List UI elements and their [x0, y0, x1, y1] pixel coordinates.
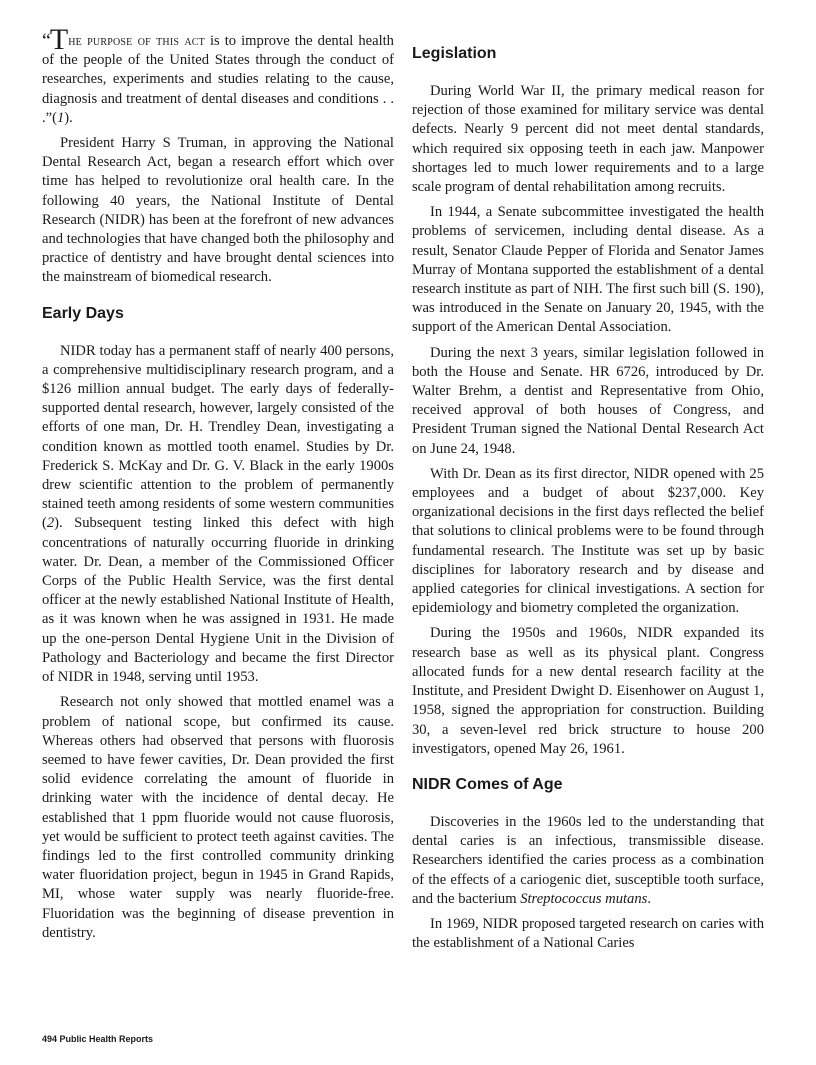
heading-legislation: Legislation	[412, 45, 497, 62]
early-days-paragraph	[42, 342, 394, 688]
truman-paragraph: President Harry S Truman, in approving the National Dental Research Act, began a research effort which over time has helped to revolutionize oral health care. In the following 40 years, the National Institute of Dental Research (NIDR) has been at the forefront of new advances and technologies that have changed both the philosophy and practice of dentistry and have brought dental sciences into the mainstream of biomedical research.	[42, 135, 394, 286]
research-paragraph: Research not only showed that mottled enamel was a problem of national scope, but confirmed its cause. Whereas others had observed that persons with fluorosis seemed to have fewer cavities, Dr. Dean provided the first solid evidence correlating the amount of fluoride in drinking water with the incidence of dental decay. He established that 1 ppm fluoride would not cause fluorosis, yet would be sufficient to protect teeth against cavities. The findings led to the first controlled community drinking water fluoridation project, begun in 1945 in Grand Rapids, MI, whose water supply was nearly fluoride-free. Fluoridation was the beginning of disease prevention in dentistry.	[42, 694, 394, 941]
ref-2: 2	[46, 515, 55, 532]
intro-text-end: ).	[64, 109, 73, 126]
quote-open-mark: “	[42, 30, 50, 52]
1960s-text-b: .	[647, 890, 651, 907]
bacterium-name: Streptococcus mutans	[520, 890, 648, 907]
senate-1944-paragraph: In 1944, a Senate subcommittee investigated the health problems of servicemen, including dental disease. As a result, Senator Claude Pepper of Florida and Senator James Murray of Montana supported the establishment of a dental research institute as part of NIH. The first such bill (S. 190), was introduced in the Senate on January 20, 1945, with the support of the American Dental Association.	[412, 204, 764, 336]
right-column	[412, 30, 764, 959]
1960s-paragraph	[412, 813, 764, 909]
ref-1: 1	[57, 109, 65, 126]
intro-text: is to improve the dental health of the people of the United States through the conduct of researches, experiments and studies relating to the cause, diagnosis and treatment of dental diseases and conditions . . .”(	[42, 33, 394, 126]
drop-cap: T	[49, 23, 69, 56]
heading-nidr-comes-of-age: NIDR Comes of Age	[412, 775, 563, 793]
intro-quote-paragraph	[42, 23, 394, 128]
early-days-text-a: NIDR today has a permanent staff of nearly 400 persons, a comprehensive multidisciplinary research program, and a $126 million annual budget. The early days of federally-supported dental research, however, largely consisted of the efforts of one man, Dr. H. Trendley Dean, investigating a condition known as mottled tooth enamel. Studies by Dr. Frederick S. McKay and Dr. G. V. Black in the early 1900s drew scientific attention to the problem of permanently stained teeth among residents of some western communities (	[42, 342, 394, 532]
ww2-paragraph: During World War II, the primary medical reason for rejection of those examined for military service was dental defects. Nearly 9 percent did not meet dental standards, which required six opposing teeth in each jaw. Manpower shortages led to much lower requirements and to a large scale program of dental rehabilitation among recruits.	[412, 83, 764, 196]
left-column	[42, 23, 394, 949]
first-director-paragraph: With Dr. Dean as its first director, NIDR opened with 25 employees and a budget of about $237,000. Key organizational decisions in the first days reflected the belief that solutions to clinical problems were to be found through fundamental research. The Institute was set up by basic disciplines for laboratory research and by disease and applied categories for clinical investigations. A section for epidemiology and biometry completed the organization.	[412, 465, 764, 617]
1960s-text-a: Discoveries in the 1960s led to the understanding that dental caries is an infectious, transmissible disease. Researchers identified the caries process as a combination of the effects of a cariogenic diet, susceptible tooth surface, and the bacterium	[412, 813, 764, 907]
intro-smallcaps: he purpose of this act	[68, 33, 205, 49]
page-footer: 494 Public Health Reports	[42, 1034, 154, 1044]
heading-early-days: Early Days	[42, 304, 124, 322]
1969-paragraph: In 1969, NIDR proposed targeted research on caries with the establishment of a National Caries	[412, 915, 764, 952]
1950s-paragraph: During the 1950s and 1960s, NIDR expanded its research base as well as its physical plant. Congress allocated funds for a new dental research facility at the Institute, and President Dwight D. Eisenhower on August 1, 1958, signed the appropriation for construction. Building 30, a seven-level red brick structure to house 200 investigators, opened May 26, 1961.	[412, 625, 764, 757]
next-3-years-paragraph: During the next 3 years, similar legislation followed in both the House and Senate. HR 6726, introduced by Dr. Walter Brehm, a dentist and Representative from Ohio, received approval of both houses of Congress, and President Truman signed the National Dental Research Act on June 24, 1948.	[412, 344, 764, 457]
early-days-text-b: ). Subsequent testing linked this defect with high concentrations of naturally occurring fluoride in drinking water. Dr. Dean, a member of the Commissioned Officer Corps of the Public Health Service, was the first dental officer at the newly established National Institute of Health, as it was known when he was assigned in 1931. He made up the one-person Dental Hygiene Unit in the Division of Pathology and Bacteriology and became the first Director of NIDR in 1948, serving until 1953.	[42, 515, 394, 686]
